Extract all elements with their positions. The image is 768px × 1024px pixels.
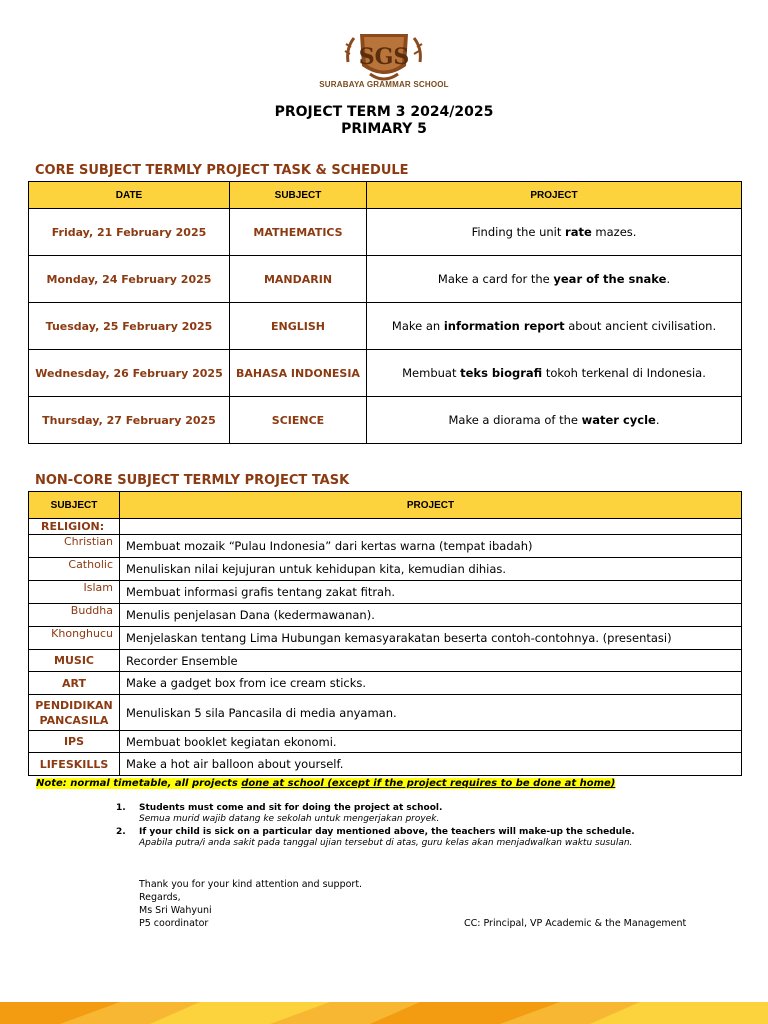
table-row	[29, 350, 742, 397]
row-subject: BAHASA INDONESIA	[230, 350, 367, 397]
regards-text: Regards,	[139, 892, 181, 903]
footer-decoration	[0, 1002, 768, 1024]
row-subject: MANDARIN	[230, 256, 367, 303]
table-row	[29, 604, 742, 627]
noncore-table	[28, 491, 742, 776]
row-subject: ART	[29, 672, 120, 695]
row-subject: PENDIDIKAN PANCASILA	[29, 695, 120, 731]
row-project: Make a diorama of the water cycle.	[367, 397, 742, 444]
row-subject: Islam	[29, 581, 120, 604]
row-project: Make an information report about ancient civilisation.	[367, 303, 742, 350]
row-project: Membuat informasi grafis tentang zakat fitrah.	[120, 581, 742, 604]
row-project: Recorder Ensemble	[120, 650, 742, 672]
table-row	[29, 558, 742, 581]
row-project: Membuat booklet kegiatan ekonomi.	[120, 731, 742, 753]
note-banner: Note: normal timetable, all projects done at school (except if the project requires to be done at home)	[36, 778, 616, 789]
table-row	[29, 672, 742, 695]
table-row	[29, 256, 742, 303]
col-header-date: DATE	[29, 182, 230, 209]
table-row	[29, 753, 742, 776]
logo-initials: SGS	[358, 44, 410, 70]
row-project: Make a gadget box from ice cream sticks.	[120, 672, 742, 695]
row-subject: IPS	[29, 731, 120, 753]
noncore-section-heading: NON-CORE SUBJECT TERMLY PROJECT TASK	[35, 473, 350, 488]
page-title: PROJECT TERM 3 2024/2025	[274, 104, 494, 120]
row-subject: Catholic	[29, 558, 120, 581]
row-project: Make a hot air balloon about yourself.	[120, 753, 742, 776]
row-subject: Christian	[29, 535, 120, 558]
table-row	[29, 695, 742, 731]
col-header-project: PROJECT	[367, 182, 742, 209]
row-project: Make a card for the year of the snake.	[367, 256, 742, 303]
signer-role: P5 coordinator	[139, 918, 209, 929]
row-subject: ENGLISH	[230, 303, 367, 350]
table-row	[29, 519, 742, 535]
row-project: Membuat mozaik “Pulau Indonesia” dari kertas warna (tempat ibadah)	[120, 535, 742, 558]
row-subject: MUSIC	[29, 650, 120, 672]
thanks-text: Thank you for your kind attention and support.	[139, 879, 363, 890]
col-header-project: PROJECT	[120, 492, 742, 519]
core-section-heading: CORE SUBJECT TERMLY PROJECT TASK & SCHEDULE	[35, 163, 409, 178]
row-project: Finding the unit rate mazes.	[367, 209, 742, 256]
table-row	[29, 731, 742, 753]
signer-name: Ms Sri Wahyuni	[139, 905, 212, 916]
row-date: Friday, 21 February 2025	[29, 209, 230, 256]
row-subject: LIFESKILLS	[29, 753, 120, 776]
table-row	[29, 535, 742, 558]
page-subtitle: PRIMARY 5	[341, 121, 427, 137]
row-date: Thursday, 27 February 2025	[29, 397, 230, 444]
col-header-subject: SUBJECT	[29, 492, 120, 519]
row-subject: MATHEMATICS	[230, 209, 367, 256]
row-subject: SCIENCE	[230, 397, 367, 444]
row-project: Menjelaskan tentang Lima Hubungan kemasyarakatan beserta contoh-contohnya. (presentasi)	[120, 627, 742, 650]
table-row	[29, 303, 742, 350]
table-row	[29, 209, 742, 256]
cc-text: CC: Principal, VP Academic & the Management	[464, 918, 687, 929]
table-row	[29, 650, 742, 672]
religion-label: RELIGION:	[29, 519, 120, 535]
table-row	[29, 627, 742, 650]
school-name: SURABAYA GRAMMAR SCHOOL	[319, 80, 449, 89]
row-subject: Buddha	[29, 604, 120, 627]
row-date: Monday, 24 February 2025	[29, 256, 230, 303]
row-subject: Khonghucu	[29, 627, 120, 650]
col-header-subject: SUBJECT	[230, 182, 367, 209]
core-schedule-table	[28, 181, 742, 444]
row-project: Membuat teks biografi tokoh terkenal di Indonesia.	[367, 350, 742, 397]
row-date: Tuesday, 25 February 2025	[29, 303, 230, 350]
row-date: Wednesday, 26 February 2025	[29, 350, 230, 397]
row-project: Menuliskan nilai kejujuran untuk kehidupan kita, kemudian dihias.	[120, 558, 742, 581]
table-row	[29, 397, 742, 444]
row-project: Menulis penjelasan Dana (kedermawanan).	[120, 604, 742, 627]
table-row	[29, 581, 742, 604]
row-project: Menuliskan 5 sila Pancasila di media anyaman.	[120, 695, 742, 731]
